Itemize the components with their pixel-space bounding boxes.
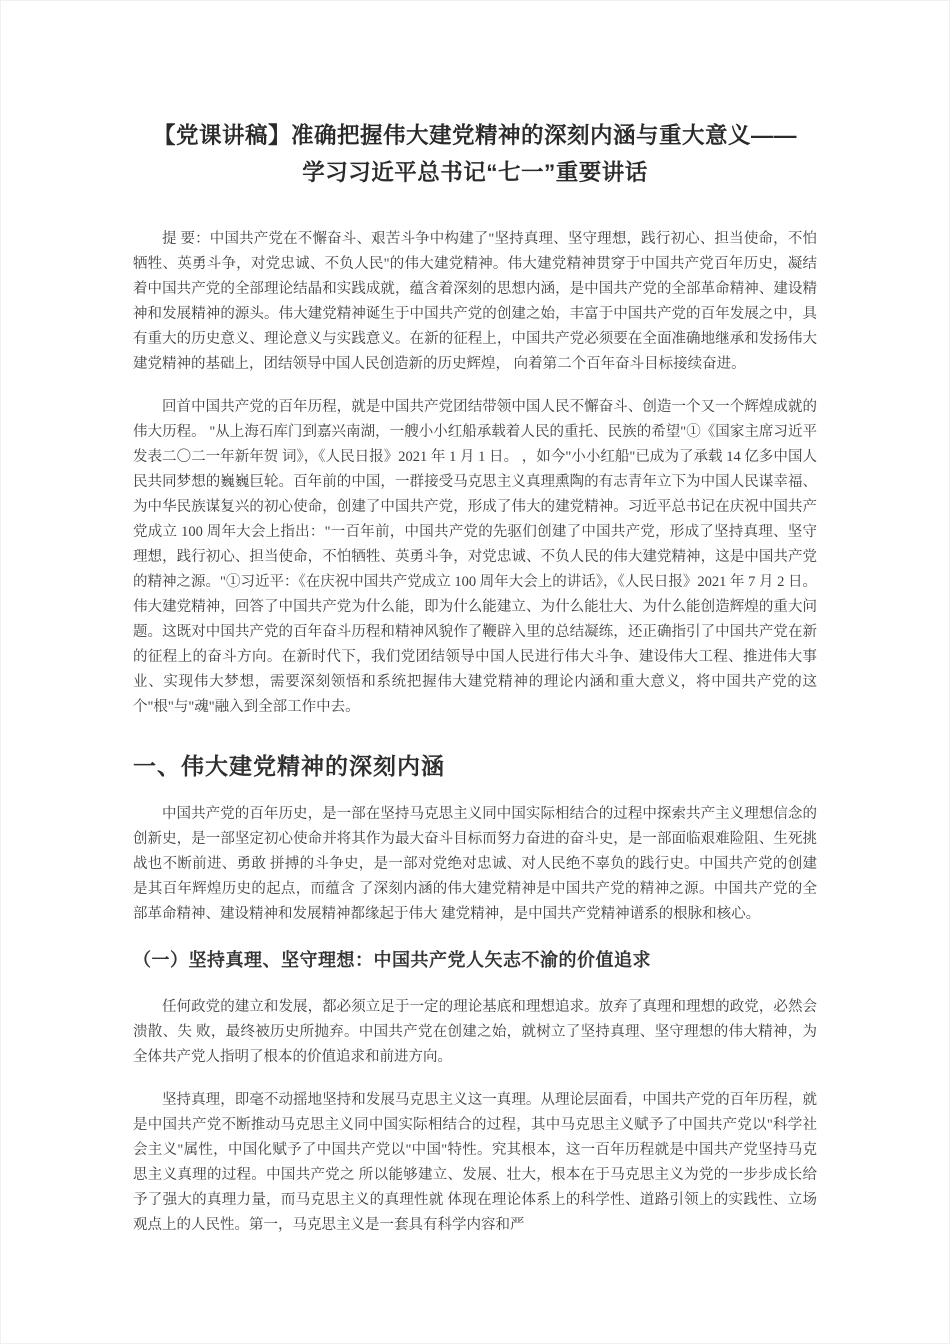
abstract-paragraph: 提 要：中国共产党在不懈奋斗、艰苦斗争中构建了"坚持真理、坚守理想，践行初心、担当使命，不怕牺牲、英勇斗争，对党忠诚、不负人民"的伟大建党精神。伟大建党精神贯穿于中国共产党百年历史，凝结着中国共产党的全部理论结晶和实践成就，蕴含着深刻的思想内涵，是中国共产党的全部革命精神、建设精神和发展精神的源头。伟大建党精神诞生于中国共产党的创建之始，丰富于中国共产党的百年发展之中，具有重大的历史意义、理论意义与实践意义。在新的征程上，中国共产党必须要在全面准确地继承和发扬伟大建党精神的基础上，团结领导中国人民创造新的历史辉煌， 向着第二个百年奋斗目标接续奋进。 — [133, 231, 817, 372]
subsection-1-1-paragraph-2: 坚持真理，即毫不动摇地坚持和发展马克思主义这一真理。从理论层面看，中国共产党的百年历程，就是中国共产党不断推动马克思主义同中国实际相结合的过程，其中马克思主义赋予了中国共产党以"科学社会主义"属性，中国化赋予了中国共产党以"中国"特性。究其根本，这一百年历程就是中国共产党坚持马克思主义真理的过程。中国共产党之 所以能够建立、发展、壮大，根本在于马克思主义为党的一步步成长给予了强大的真理力量，而马克思主义的真理性就 体现在理论体系上的科学性、道路引领上的实践性、立场观点上的人民性。第一，马克思主义是一套具有科学内容和严 — [133, 1092, 817, 1233]
doc-title: 【党课讲稿】准确把握伟大建党精神的深刻内涵与重大意义——学习习近平总书记“七一”重要讲话 — [152, 123, 797, 185]
subsection-1-1-heading: （一）坚持真理、坚守理想：中国共产党人矢志不渝的价值追求 — [133, 950, 651, 970]
section-1-heading: 一、伟大建党精神的深刻内涵 — [133, 754, 445, 779]
intro-paragraph: 回首中国共产党的百年历程，就是中国共产党团结带领中国人民不懈奋斗、创造一个又一个辉煌成就的伟大历程。 "从上海石库门到嘉兴南湖，一艘小小红船承载着人民的重托、民族的希望"①《国家主席习近平发表二〇二一年新年贺 词》，《人民日报》2021 年 1 月 1 日。 ，如今"小小红船"已成为了承载 14 亿多中国人民共同梦想的巍巍巨轮。百年前的中国，一群接受马克思主义真理熏陶的有志青年立下为中国人民谋幸福、为中华民族谋复兴的初心使命，创建了中国共产党，形成了伟大的建党精神。习近平总书记在庆祝中国共产党成立 100 周年大会上指出："一百年前，中国共产党的先驱们创建了中国共产党，形成了坚持真理、坚守理想，践行初心、担当使命，不怕牺牲、英勇斗争，对党忠诚、不负人民的伟大建党精神，这是中国共产党的精神之源。"①习近平：《在庆祝中国共产党成立 100 周年大会上的讲话》，《人民日报》2021 年 7 月 2 日。伟大建党精神，回答了中国共产党为什么能，即为什么能建立、为什么能壮大、为什么能创造辉煌的重大问题。这既对中国共产党的百年奋斗历程和精神风貌作了鞭辟入里的总结凝练，还正确指引了中国共产党在新的征程上的奋斗方向。在新时代下，我们党团结领导中国人民进行伟大斗争、建设伟大工程、推进伟大事业、实现伟大梦想，需要深刻领悟和系统把握伟大建党精神的理论内涵和重大意义，将中国共产党的这个"根"与"魂"融入到全部工作中去。 — [133, 399, 817, 715]
section-1-paragraph: 中国共产党的百年历史，是一部在坚持马克思主义同中国实际相结合的过程中探索共产主义理想信念的创新史，是一部坚定初心使命并将其作为最大奋斗目标而努力奋进的奋斗史，是一部面临艰难险阻、生死挑战也不断前进、勇敢 拼搏的斗争史，是一部对党绝对忠诚、对人民绝不辜负的践行史。中国共产党的创建是其百年辉煌历史的起点，而蕴含 了深刻内涵的伟大建党精神是中国共产党的精神之源。中国共产党的全部革命精神、建设精神和发展精神都缘起于伟大 建党精神，是中国共产党精神谱系的根脉和核心。 — [133, 806, 817, 922]
document-content — [133, 1, 817, 1238]
subsection-1-1-paragraph-1: 任何政党的建立和发展，都必须立足于一定的理论基底和理想追求。放弃了真理和理想的政党，必然会溃散、失 败，最终被历史所抛弃。中国共产党在创建之始，就树立了坚持真理、坚守理想的伟大精神，为全体共产党人指明了根本的价值追求和前进方向。 — [133, 999, 817, 1065]
